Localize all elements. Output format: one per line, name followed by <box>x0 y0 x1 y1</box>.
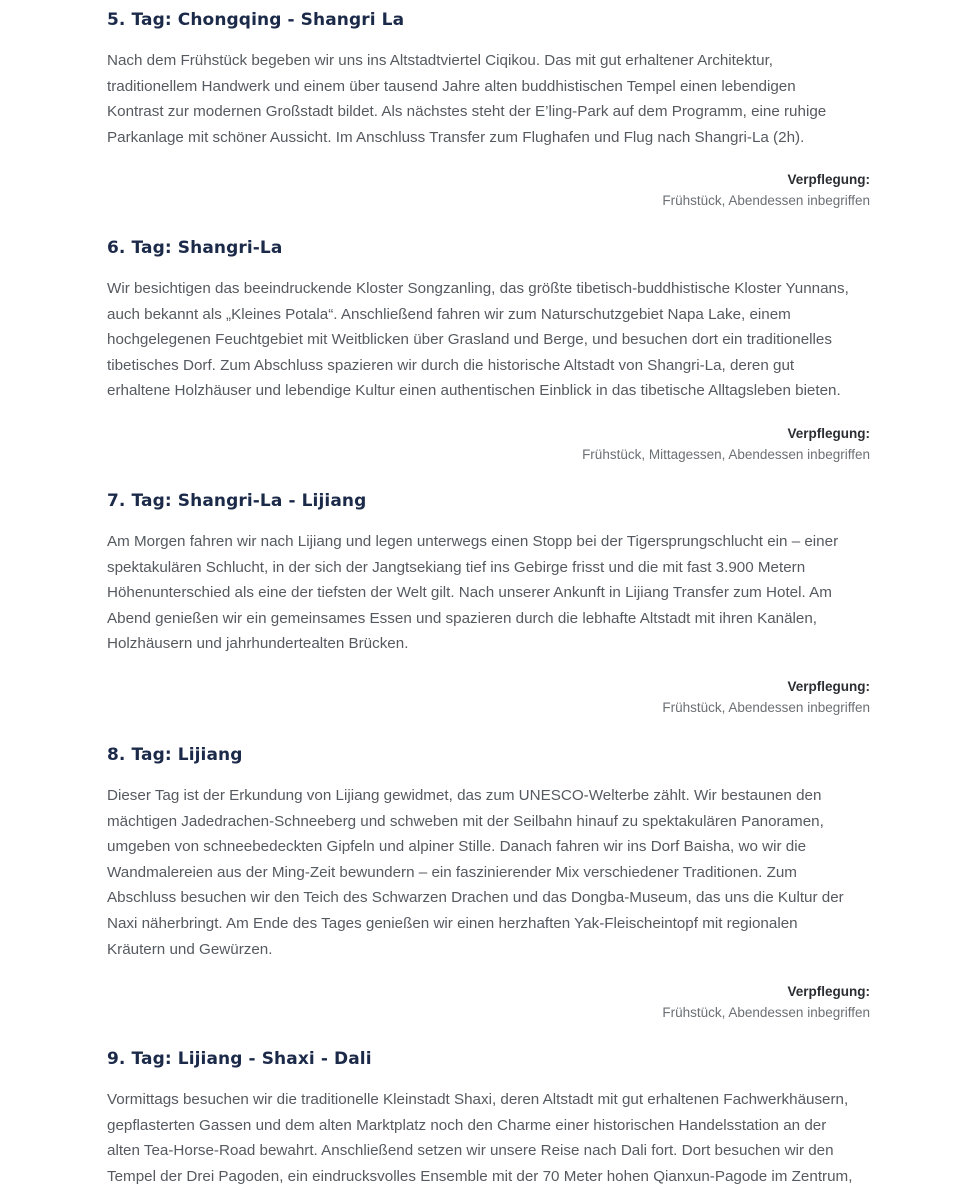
meals-label: Verpflegung: <box>787 172 870 188</box>
day-9 <box>107 1048 870 1189</box>
day-title: 8. Tag: Lijiang <box>107 745 243 765</box>
description-line: mächtigen Jadedrachen-Schneeberg und schweben mit der Seilbahn hinauf zu spektakulären Panoramen, <box>107 812 824 830</box>
day-title: 9. Tag: Lijiang - Shaxi - Dali <box>107 1049 372 1069</box>
day-description <box>107 48 870 150</box>
meals-value: Frühstück, Abendessen inbegriffen <box>662 699 870 715</box>
meals-label: Verpflegung: <box>787 984 870 1000</box>
description-line: Naxi näherbringt. Am Ende des Tages genießen wir einen herzhaften Yak-Fleischeintopf mit regionalen <box>107 914 798 932</box>
description-line: Kontrast zur modernen Großstadt bildet. Als nächstes steht der E’ling-Park auf dem Programm, eine ruhige <box>107 103 827 121</box>
description-line: Abschluss besuchen wir den Teich des Schwarzen Drachen und das Dongba-Museum, das uns die Kultur der <box>107 889 844 907</box>
meals-value: Frühstück, Abendessen inbegriffen <box>662 193 870 209</box>
description-line: traditionellem Handwerk und einem über tausend Jahre alten buddhistischen Tempel einen lebendigen <box>107 77 796 95</box>
meals-value: Frühstück, Mittagessen, Abendessen inbegriffen <box>582 446 870 462</box>
description-line: tibetisches Dorf. Zum Abschluss spazieren wir durch die historische Altstadt von Shangri-La, deren gut <box>107 356 795 374</box>
description-line: spektakulären Schlucht, in der sich der Jangtsekiang tief ins Gebirge frisst und die mit fast 3.900 Metern <box>107 558 806 576</box>
description-line: Nach dem Frühstück begeben wir uns ins Altstadtviertel Ciqikou. Das mit gut erhaltener Architektur, <box>107 52 774 69</box>
day-title: 6. Tag: Shangri-La <box>107 238 283 258</box>
description-line: Am Morgen fahren wir nach Lijiang und legen unterwegs einen Stopp bei der Tigersprungschlucht ein – einer <box>107 533 839 550</box>
day-8 <box>107 744 870 1024</box>
meals-label: Verpflegung: <box>787 678 870 694</box>
day-description <box>107 529 870 657</box>
description-line: Holzhäusern und jahrhundertealten Brücken. <box>107 635 409 653</box>
day-description <box>107 276 870 404</box>
description-line: Abend genießen wir ein gemeinsames Essen und spazieren durch die lebhafte Altstadt mit ihren Kanälen, <box>107 609 818 627</box>
description-line: Vormittags besuchen wir die traditionelle Kleinstadt Shaxi, deren Altstadt mit gut erhaltenen Fachwerkhäusern, <box>107 1091 849 1108</box>
description-line: Höhenunterschied als eine der tiefsten der Welt gilt. Nach unserer Ankunft in Lijiang Transfer zum Hotel. Am <box>107 584 832 602</box>
description-line: Tempel der Drei Pagoden, ein eindrucksvolles Ensemble mit der 70 Meter hohen Qianxun-Pagode im Zentrum, <box>107 1167 853 1185</box>
meals-label: Verpflegung: <box>787 425 870 441</box>
description-line: Kräutern und Gewürzen. <box>107 940 273 958</box>
meals-value: Frühstück, Abendessen inbegriffen <box>662 1005 870 1021</box>
day-title: 5. Tag: Chongqing - Shangri La <box>107 10 405 30</box>
day-7 <box>107 490 870 719</box>
description-line: gepflasterten Gassen und dem alten Marktplatz noch den Charme einer historischen Handelsstation an der <box>107 1116 827 1134</box>
day-title: 7. Tag: Shangri-La - Lijiang <box>107 491 367 511</box>
day-description <box>107 783 870 962</box>
description-line: umgeben von schneebedeckten Gipfeln und alpiner Stille. Danach fahren wir ins Dorf Baisha, wo wir die <box>107 838 807 856</box>
description-line: Dieser Tag ist der Erkundung von Lijiang gewidmet, das zum UNESCO-Welterbe zählt. Wir bestaunen den <box>107 787 822 804</box>
description-line: alten Tea-Horse-Road bewahrt. Anschließend setzen wir unsere Reise nach Dali fort. Dort besuchen wir den <box>107 1142 834 1160</box>
meals-info <box>107 424 870 466</box>
day-5 <box>107 9 870 212</box>
meals-info <box>107 982 870 1024</box>
meals-info <box>107 677 870 719</box>
description-line: hochgelegenen Feuchtgebiet mit Weitblicken über Grasland und Berge, und besuchen dort ein traditionelles <box>107 331 832 349</box>
meals-info <box>107 170 870 212</box>
description-line: erhaltene Holzhäuser und lebendige Kultur einen authentischen Einblick in das tibetische Alltagsleben bieten. <box>107 382 841 400</box>
day-description <box>107 1087 870 1189</box>
description-line: Wandmalereien aus der Ming-Zeit bewundern – ein faszinierender Mix verschiedener Traditionen. Zum <box>107 863 797 881</box>
description-line: Wir besichtigen das beeindruckende Kloster Songzanling, das größte tibetisch-buddhistische Kloster Yunnans, <box>107 280 849 297</box>
day-6 <box>107 237 870 466</box>
description-line: Parkanlage mit schöner Aussicht. Im Anschluss Transfer zum Flughafen und Flug nach Shangri-La (2h). <box>107 128 805 146</box>
description-line: auch bekannt als „Kleines Potala“. Anschließend fahren wir zum Naturschutzgebiet Napa Lake, einem <box>107 305 791 323</box>
